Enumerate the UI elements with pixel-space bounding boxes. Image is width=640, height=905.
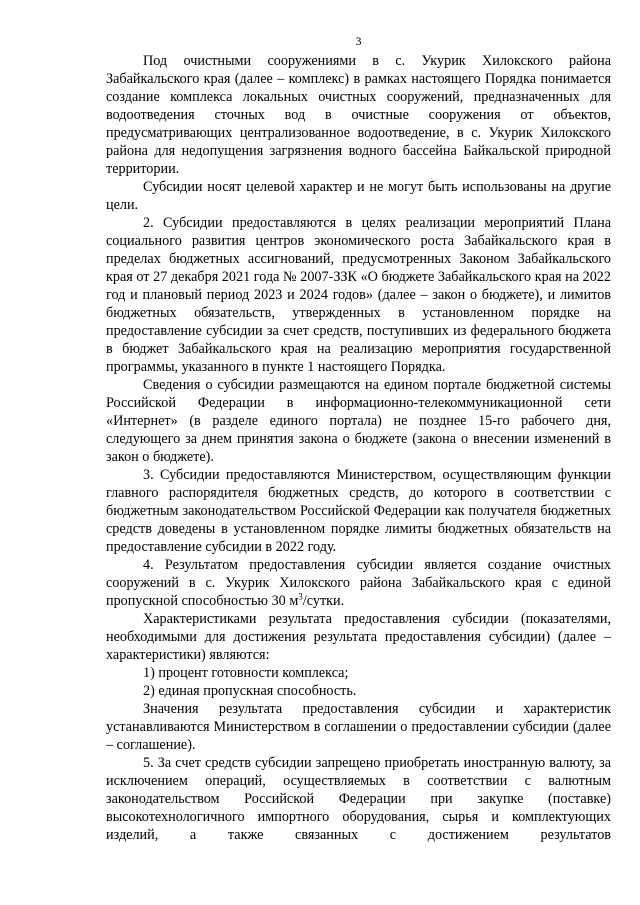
paragraph-item-4 <box>106 556 611 610</box>
document-page <box>106 34 611 844</box>
page-number: 3 <box>355 34 362 48</box>
item-4-superscript: 3 <box>298 591 303 602</box>
paragraph-characteristics: Характеристиками результата предоставления субсидии (показателями, необходимыми для достижения результата предоставления субсидии) (далее – характеристики) являются: <box>106 611 611 663</box>
list-item-readiness: 1) процент готовности комплекса; <box>143 665 349 681</box>
paragraph-values: Значения результата предоставления субсидии и характеристик устанавливаются Министерством в соглашении о предоставлении субсидии (далее – соглашение). <box>106 701 611 753</box>
list-item-capacity: 2) единая пропускная способность. <box>143 683 357 699</box>
paragraph-facilities-definition: Под очистными сооружениями в с. Укурик Хилокского района Забайкальского края (далее – комплекс) в рамках настоящего Порядка понимается создание комплекса локальных очистных сооружений, предназначенных для водоотведения сточных вод в очистные сооружения от объектов, предусматривающих централизованное водоотведение, в с. Укурик Хилокского района для недопущения загрязнения водного бассейна Байкальской природной территории. <box>106 53 611 177</box>
paragraph-item-2: 2. Субсидии предоставляются в целях реализации мероприятий Плана социального развития центров экономического роста Забайкальского края в пределах бюджетных ассигнований, предусмотренных Законом Забайкальского края от 27 декабря 2021 года № 2007-ЗЗК «О бюджете Забайкальского края на 2022 год и плановый период 2023 и 2024 годов» (далее – закон о бюджете), и лимитов бюджетных обязательств, утвержденных в установленном порядке на предоставление субсидии за счет средств, поступивших из федерального бюджета в бюджет Забайкальского края на реализацию мероприятия государственной программы, указанного в пункте 1 настоящего Порядка. <box>106 215 611 375</box>
paragraph-subsidy-purpose: Субсидии носят целевой характер и не могут быть использованы на другие цели. <box>106 179 611 213</box>
paragraph-item-5: 5. За счет средств субсидии запрещено приобретать иностранную валюту, за исключением операций, осуществляемых в соответствии с валютным законодательством Российской Федерации при закупке (поставке) высокотехнологичного импортного оборудования, сырья и комплектующих изделий, а также связанных с достижением результатов <box>106 755 611 843</box>
item-4-text: 4. Результатом предоставления субсидии является создание очистных сооружений в с. Укурик Хилокского района Забайкальского края с единой пропускной способностью 30 м <box>106 557 611 609</box>
item-4-unit: /сутки. <box>302 593 345 609</box>
paragraph-subsidy-info: Сведения о субсидии размещаются на едином портале бюджетной системы Российской Федерации в информационно-телекоммуникационной сети «Интернет» (в разделе единого портала) не позднее 15-го рабочего дня, следующего за днем принятия закона о бюджете (закона о внесении изменений в закон о бюджете). <box>106 377 611 465</box>
paragraph-item-3: 3. Субсидии предоставляются Министерством, осуществляющим функции главного распорядителя бюджетных средств, до которого в соответствии с бюджетным законодательством Российской Федерации как получателя бюджетных средств доведены в установленном порядке лимиты бюджетных обязательств на предоставление субсидии в 2022 году. <box>106 467 611 555</box>
